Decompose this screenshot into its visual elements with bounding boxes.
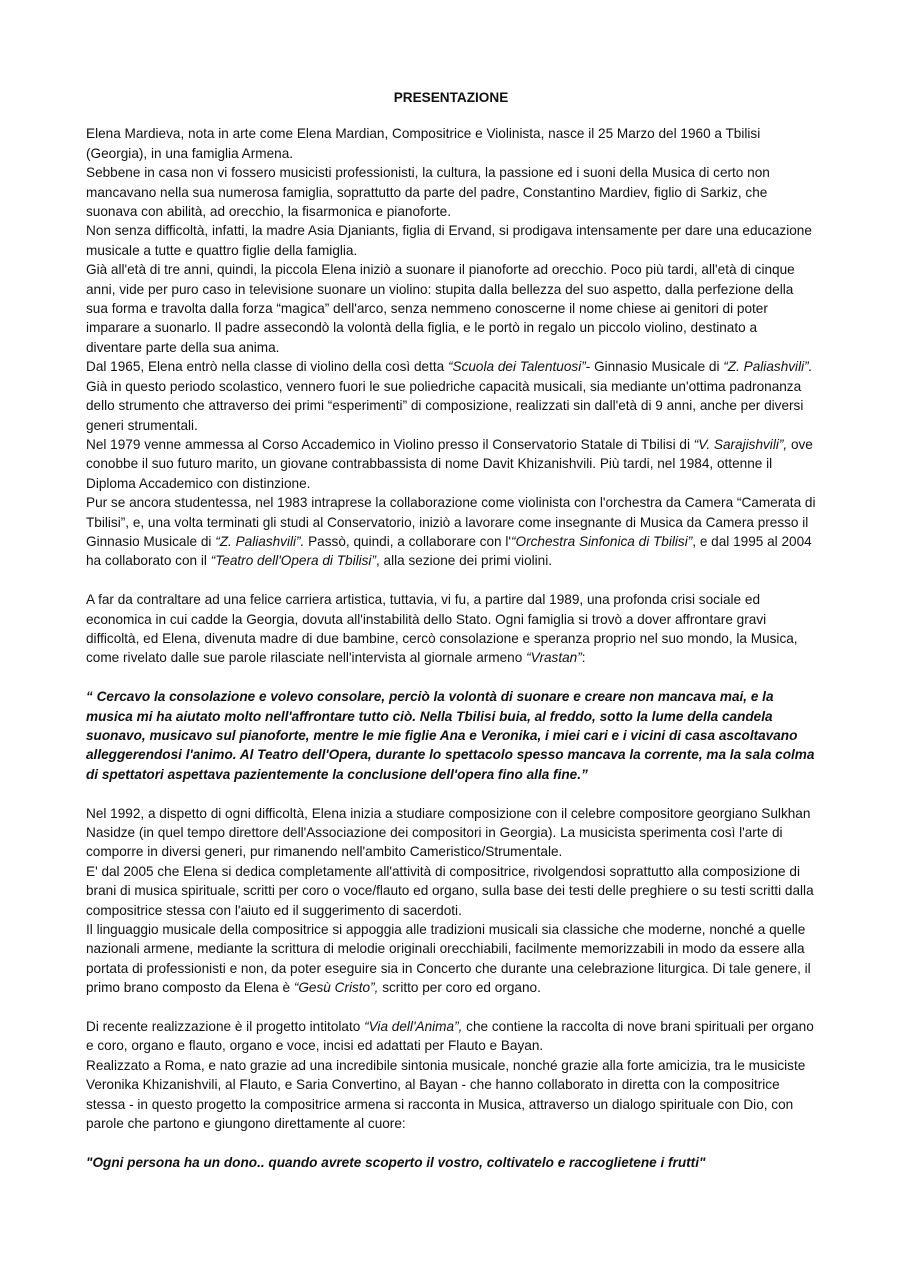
paragraph-school: Dal 1965, Elena entrò nella classe di violino della così detta “Scuola dei Talentuosi”- Ginnasio Musicale di “Z. Paliashvili”. Già in questo periodo scolastico, vennero fuori le sue poliedriche capacità musicali, sia mediante un'ottima padronanza dello strumento che attraverso dei primi “esperimenti” di composizione, realizzati sin dall'età di 9 anni, anche per diversi generi strumentali. [86, 359, 813, 433]
paragraph-birth: Elena Mardieva, nota in arte come Elena Mardian, Compositrice e Violinista, nasce il 25 Marzo del 1960 a Tbilisi (Georgia), in una famiglia Armena. [86, 126, 761, 161]
paragraph-project: Di recente realizzazione è il progetto intitolato “Via dell'Anima”, che contiene la raccolta di nove brani spirituali per organo e coro, organo e flauto, organo e voce, incisi ed adattati per Flauto e Bayan. [86, 1019, 814, 1054]
paragraph-crisis: A far da contraltare ad una felice carriera artistica, tuttavia, vi fu, a partire dal 1989, una profonda crisi sociale ed economica in cui cadde la Georgia, dovuta all'instabilità dello Stato. Ogni famiglia si trovò a dover affrontare gravi difficoltà, ed Elena, divenuta madre di due bambine, cercò consolazione e speranza proprio nel suo mondo, la Musica, come rivelato dalle sue parole rilasciate nell'intervista al giornale armeno “Vrastan”: [86, 592, 798, 666]
paragraph-composition-study: Nel 1992, a dispetto di ogni difficoltà, Elena inizia a studiare composizione con il celebre compositore georgiano Sulkhan Nasidze (in quel tempo direttore dell'Associazione dei compositori in Georgia). La musicista sperimenta così l'arte di comporre in diversi generi, pur rimanendo nell'ambito Cameristico/Strumentale. [86, 805, 811, 860]
paragraph-rome: Realizzato a Roma, e nato grazie ad una incredibile sintonia musicale, nonché grazie alla forte amicizia, tra le musiciste Veronika Khizanishvili, al Flauto, e Saria Convertino, al Bayan - che hanno collaborato in diretta con la compositrice stessa - in questo progetto la compositrice armena si racconta in Musica, attraverso un dialogo spirituale con Dio, con parole che partono e giungono direttamente al cuore: [86, 1057, 806, 1132]
page-title: PRESENTAZIONE [393, 90, 509, 105]
quote-interview: “ Cercavo la consolazione e volevo consolare, perciò la volontà di suonare e creare non mancava mai, e la musica mi ha aiutato molto nell'affrontare tutto ciò. Nella Tbilisi buia, al freddo, sotto la lume della candela suonavo, musicavo sul pianoforte, mentre le mie figlie Ana e Veronika, i miei cari e i vicini di casa ascoltavano alleggerendosi l'animo. Al Teatro dell'Opera, durante lo spettacolo spesso mancava la corrente, ma la sala colma di spettatori aspettava pazientemente la conclusione dell'opera fino alla fine.” [86, 689, 815, 782]
quote-closing: "Ogni persona ha un dono.. quando avrete scoperto il vostro, coltivatelo e raccoglietene i frutti" [86, 1154, 706, 1170]
paragraph-family: Sebbene in casa non vi fossero musicisti professionisti, la cultura, la passione ed i suoni della Musica di certo non mancavano nella sua numerosa famiglia, soprattutto da parte del padre, Constantino Mardiev, figlio di Sarkiz, che suonava con abilità, ad orecchio, la fisarmonica e pianoforte. [86, 165, 770, 220]
paragraph-musical-language: Il linguaggio musicale della compositrice si appoggia alle tradizioni musicali sia classiche che moderne, nonché a quelle nazionali armene, mediante la scrittura di melodie originali orecchiabili, facilmente memorizzabili in modo da essere alla portata di professionisti e non, da poter eseguire sia in Concerto che durante una celebrazione liturgica. Di tale genere, il primo brano composto da Elena è “Gesù Cristo”, scritto per coro ed organo. [86, 922, 811, 996]
document-page [86, 88, 816, 1172]
paragraph-spiritual-music: E' dal 2005 che Elena si dedica completamente all'attività di compositrice, rivolgendosi soprattutto alla composizione di brani di musica spirituale, scritti per coro o voce/flauto ed organo, sulla base dei testi delle preghiere o su testi scritti dalla compositrice stessa con l'aiuto ed il suggerimento di sacerdoti. [86, 863, 814, 918]
paragraph-mother: Non senza difficoltà, infatti, la madre Asia Djaniants, figlia di Ervand, si prodigava intensamente per dare una educazione musicale a tutte e quattro figlie della famiglia. [86, 223, 812, 258]
paragraph-career: Pur se ancora studentessa, nel 1983 intraprese la collaborazione come violinista con l'orchestra da Camera “Camerata di Tbilisi”, e, una volta terminati gli studi al Conservatorio, iniziò a lavorare come insegnante di Musica da Camera presso il Ginnasio Musicale di “Z. Paliashvili”. Passò, quindi, a collaborare con l'“Orchestra Sinfonica di Tbilisi”, e dal 1995 al 2004 ha collaborato con il “Teatro dell'Opera di Tbilisi”, alla sezione dei primi violini. [86, 495, 816, 569]
paragraph-conservatory: Nel 1979 venne ammessa al Corso Accademico in Violino presso il Conservatorio Statale di Tbilisi di “V. Sarajishvili”, ove conobbe il suo futuro marito, un giovane contrabbassista di nome Davit Khizanishvili. Più tardi, nel 1984, ottenne il Diploma Accademico con distinzione. [86, 436, 813, 491]
paragraph-childhood: Già all'età di tre anni, quindi, la piccola Elena iniziò a suonare il pianoforte ad orecchio. Poco più tardi, all'età di cinque anni, vide per puro caso in televisione suonare un violino: stupita dalla bellezza del suo aspetto, dalla perfezione della sua forma e travolta dalla forza “magica” dell'arco, senza nemmeno conoscerne il nome chiese ai genitori di poter imparare a suonarlo. Il padre assecondò la volontà della figlia, e le portò in regalo un piccolo violino, destinato a diventare parte della sua anima. [86, 262, 795, 355]
